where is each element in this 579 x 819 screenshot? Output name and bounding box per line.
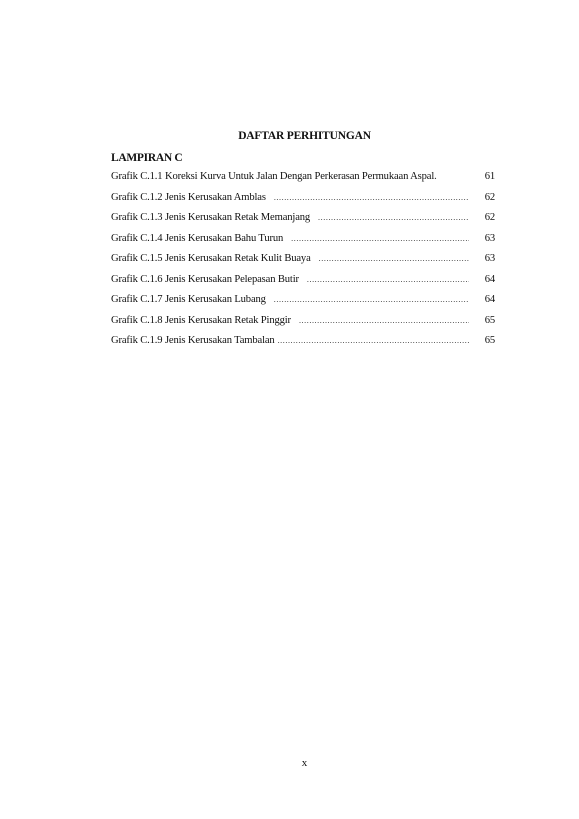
- toc-entry[interactable]: [111, 334, 495, 355]
- toc-entry-page: 62: [484, 191, 495, 203]
- toc-entry-page: 63: [484, 232, 495, 244]
- toc-leader-dots: [319, 252, 469, 266]
- toc-entry-label: Grafik C.1.9 Jenis Kerusakan Tambalan: [111, 335, 275, 346]
- toc-entry[interactable]: [111, 314, 495, 335]
- page-number: x: [301, 757, 308, 769]
- toc-entry[interactable]: [111, 170, 495, 191]
- toc-entry-label: Grafik C.1.4 Jenis Kerusakan Bahu Turun: [111, 232, 284, 244]
- toc-entry-label: Grafik C.1.1 Koreksi Kurva Untuk Jalan Dengan Perkerasan Permukaan Aspal: [111, 171, 435, 182]
- toc-entry[interactable]: [111, 293, 495, 314]
- toc-entry[interactable]: [111, 191, 495, 212]
- toc-leader-dots: [434, 170, 485, 184]
- toc-entry-page: 64: [484, 273, 495, 285]
- toc-leader-dots: [299, 314, 469, 328]
- toc-entry-label: Grafik C.1.2 Jenis Kerusakan Amblas: [111, 191, 266, 203]
- toc-leader-dots: [278, 334, 469, 348]
- table-of-contents: [111, 170, 495, 355]
- toc-entry-page: 65: [484, 314, 495, 326]
- toc-entry-label: Grafik C.1.3 Jenis Kerusakan Retak Memanjang: [111, 212, 311, 223]
- toc-entry-page: 65: [484, 335, 495, 346]
- toc-entry-label: Grafik C.1.8 Jenis Kerusakan Retak Pinggir: [111, 314, 291, 326]
- toc-entry-page: 64: [484, 294, 495, 305]
- page-title: DAFTAR PERHITUNGAN: [238, 130, 371, 142]
- toc-entry[interactable]: [111, 252, 495, 273]
- toc-entry[interactable]: [111, 211, 495, 232]
- section-heading: LAMPIRAN C: [111, 152, 183, 164]
- toc-entry-label: Grafik C.1.5 Jenis Kerusakan Retak Kulit Buaya: [111, 253, 311, 264]
- toc-entry[interactable]: [111, 232, 495, 253]
- toc-entry[interactable]: [111, 273, 495, 294]
- toc-leader-dots: [291, 232, 469, 246]
- toc-leader-dots: [307, 273, 469, 287]
- toc-entry-page: 61: [484, 171, 495, 182]
- toc-leader-dots: [274, 293, 469, 307]
- toc-leader-dots: [274, 191, 469, 205]
- toc-entry-label: Grafik C.1.7 Jenis Kerusakan Lubang: [111, 294, 266, 305]
- toc-leader-dots: [318, 211, 469, 225]
- toc-entry-label: Grafik C.1.6 Jenis Kerusakan Pelepasan Butir: [111, 273, 299, 285]
- toc-entry-page: 63: [484, 253, 495, 264]
- toc-entry-page: 62: [484, 212, 495, 223]
